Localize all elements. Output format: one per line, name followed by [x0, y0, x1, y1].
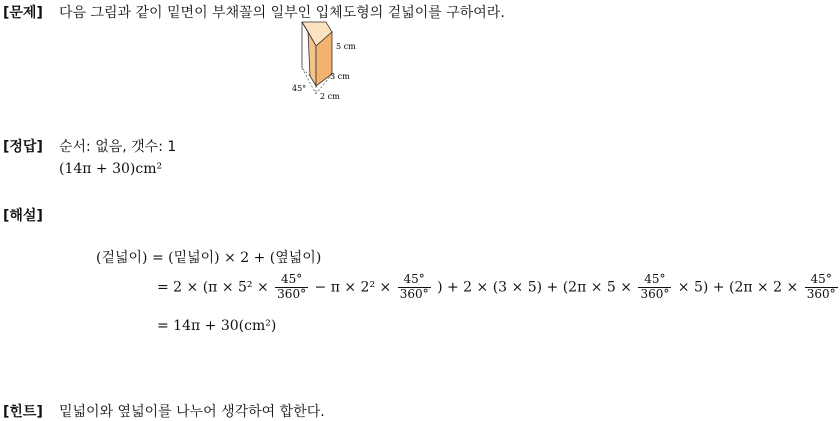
- fraction-4-den: 360°: [806, 286, 836, 301]
- problem-text: 다음 그림과 같이 밑면이 부채꼴의 일부인 입체도형의 겉넓이를 구하여라.: [59, 5, 505, 21]
- hint-label: [힌트]: [3, 404, 43, 420]
- solid-figure: [288, 18, 368, 104]
- answer-meta: 순서: 없음, 갯수: 1: [59, 139, 177, 155]
- line2-part4: × 5) + (2π × 2 ×: [677, 279, 799, 296]
- height-label: 5 cm: [336, 42, 356, 51]
- fraction-3-den: 360°: [640, 286, 670, 301]
- fraction-2-num: 45°: [398, 273, 431, 288]
- answer-value: (14π + 30)cm²: [59, 161, 163, 177]
- fraction-2-den: 360°: [399, 286, 429, 301]
- hidden-edge-4: [302, 68, 310, 76]
- hint-text: 밑넓이와 옆넓이를 나누어 생각하여 합한다.: [59, 404, 325, 420]
- fraction-3-num: 45°: [638, 273, 671, 288]
- fraction-1-den: 360°: [277, 286, 307, 301]
- angle-label: 45°: [292, 84, 307, 93]
- answer-label: [정답]: [3, 139, 43, 155]
- solution-line3: = 14π + 30(cm²): [157, 318, 277, 334]
- fraction-4: [805, 273, 838, 302]
- fraction-3: [638, 273, 671, 302]
- problem-label: [문제]: [3, 5, 43, 21]
- solution-label: [해설]: [3, 208, 43, 224]
- fraction-1-num: 45°: [275, 273, 308, 288]
- bottom-label: 2 cm: [320, 92, 340, 101]
- line2-part2: − π × 2² ×: [314, 279, 392, 296]
- fraction-2: [398, 273, 431, 302]
- fraction-1: [275, 273, 308, 302]
- line2-part1: = 2 × (π × 5² ×: [157, 279, 269, 296]
- line2-part3: ) + 2 × (3 × 5) + (2π × 5 ×: [437, 279, 632, 296]
- solution-line1: (겉넓이) = (밑넓이) × 2 + (옆넓이): [96, 250, 322, 266]
- fraction-4-num: 45°: [805, 273, 838, 288]
- solution-line2: [157, 273, 840, 302]
- mid-label: 3 cm: [330, 72, 350, 81]
